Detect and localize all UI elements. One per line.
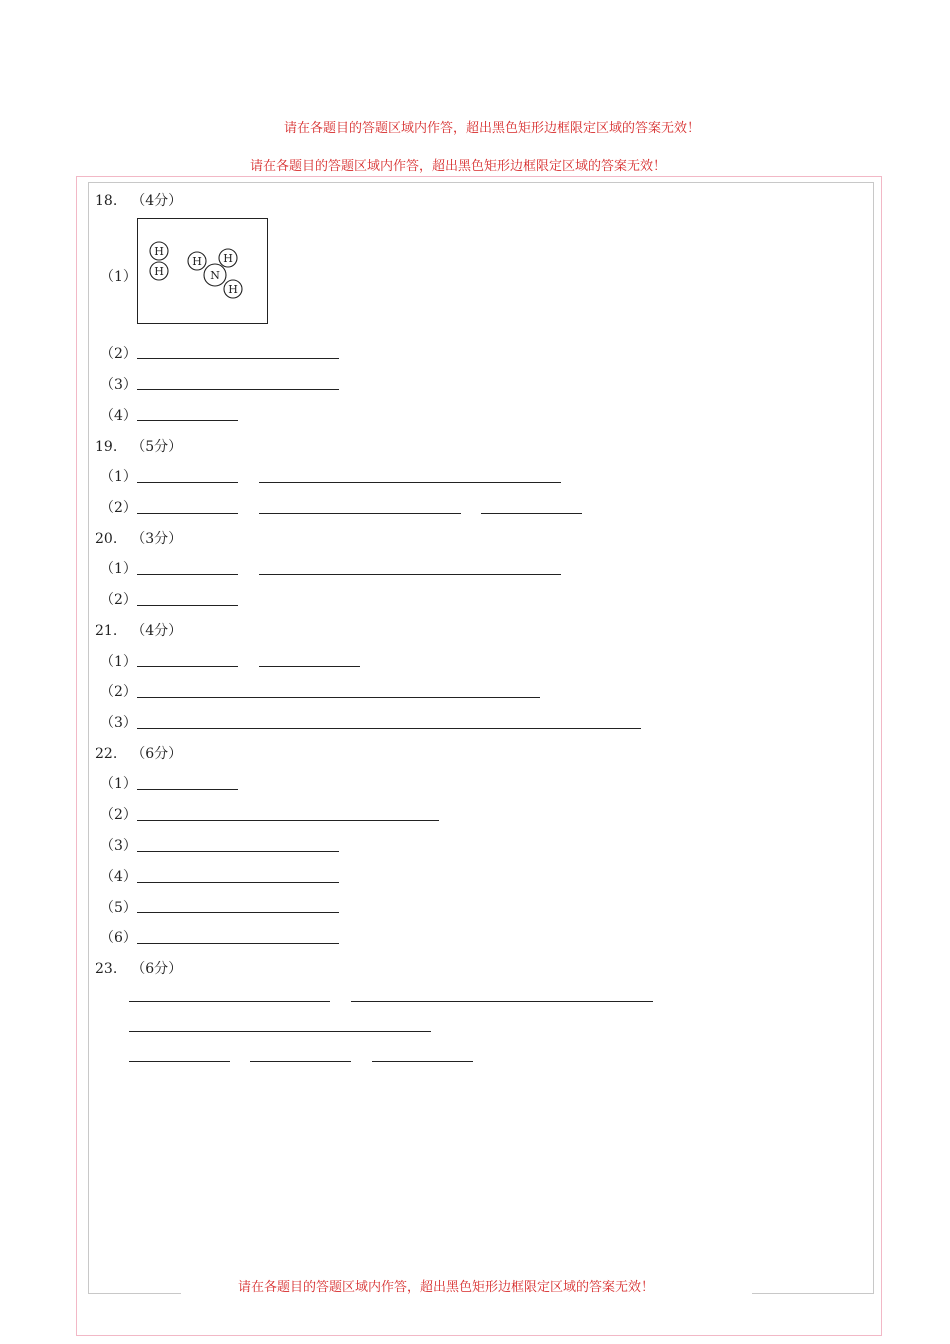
- part-label: （2）: [100, 346, 137, 362]
- atom-label: N: [210, 269, 220, 282]
- question-number: 19.: [95, 439, 118, 455]
- q21-2-answer-line[interactable]: [137, 697, 540, 698]
- q22-6-answer-line[interactable]: [137, 943, 339, 944]
- question-number: 20.: [95, 531, 118, 547]
- warning-top-1: 请在各题目的答题区域内作答，超出黑色矩形边框限定区域的答案无效！: [284, 121, 701, 136]
- part-label: （3）: [100, 715, 137, 731]
- bottom-border-right: [752, 1293, 874, 1294]
- q20-1-answer-line-a[interactable]: [137, 574, 238, 575]
- question-score: （4分）: [131, 623, 183, 639]
- question-number: 18.: [95, 193, 118, 209]
- part-label: （4）: [100, 869, 137, 885]
- question-20-header: [95, 528, 182, 548]
- q23-answer-line-1b[interactable]: [351, 1001, 653, 1002]
- part-label: （5）: [100, 900, 137, 916]
- question-score: （5分）: [131, 439, 183, 455]
- question-score: （4分）: [131, 193, 183, 209]
- question-score: （6分）: [131, 961, 183, 977]
- part-label: （6）: [100, 930, 137, 946]
- question-18-header: [95, 190, 182, 210]
- q19-1-answer-line-b[interactable]: [259, 482, 561, 483]
- question-22-header: [95, 743, 182, 763]
- atom-label: H: [223, 252, 233, 265]
- question-19-header: [95, 436, 182, 456]
- part-label: （2）: [100, 807, 137, 823]
- q23-answer-line-3b[interactable]: [250, 1061, 351, 1062]
- molecule-diagram: [138, 219, 269, 325]
- q22-1-answer-line[interactable]: [137, 789, 238, 790]
- part-label: （1）: [100, 654, 137, 670]
- q19-2-answer-line-c[interactable]: [481, 513, 582, 514]
- question-score: （3分）: [131, 531, 183, 547]
- part-label: （1）: [100, 561, 137, 577]
- q18-4-answer-line[interactable]: [137, 420, 238, 421]
- q18-3-answer-line[interactable]: [137, 389, 339, 390]
- part-label: （1）: [100, 469, 137, 485]
- bottom-border-left: [88, 1293, 181, 1294]
- part-label: （1）: [100, 776, 137, 792]
- answer-area-border: [88, 182, 874, 1294]
- q23-answer-line-3c[interactable]: [372, 1061, 473, 1062]
- q22-5-answer-line[interactable]: [137, 912, 339, 913]
- question-number: 23.: [95, 961, 118, 977]
- molecule-drawing-box: [137, 218, 268, 324]
- part-label: （1）: [100, 269, 137, 285]
- question-number: 22.: [95, 746, 118, 762]
- question-number: 21.: [95, 623, 118, 639]
- part-label: （2）: [100, 684, 137, 700]
- atom-label: H: [154, 245, 164, 258]
- question-score: （6分）: [131, 746, 183, 762]
- q23-answer-line-1a[interactable]: [129, 1001, 330, 1002]
- part-label: （4）: [100, 408, 137, 424]
- warning-top-2: 请在各题目的答题区域内作答，超出黑色矩形边框限定区域的答案无效！: [250, 159, 667, 174]
- q23-answer-line-3a[interactable]: [129, 1061, 230, 1062]
- q21-3-answer-line[interactable]: [137, 728, 641, 729]
- q19-1-answer-line-a[interactable]: [137, 482, 238, 483]
- q22-4-answer-line[interactable]: [137, 882, 339, 883]
- q22-2-answer-line[interactable]: [137, 820, 439, 821]
- q21-1-answer-line-b[interactable]: [259, 666, 360, 667]
- q20-1-answer-line-b[interactable]: [259, 574, 561, 575]
- part-label: （3）: [100, 838, 137, 854]
- q23-answer-line-2[interactable]: [129, 1031, 431, 1032]
- warning-bottom: 请在各题目的答题区域内作答，超出黑色矩形边框限定区域的答案无效！: [238, 1280, 655, 1295]
- q21-1-answer-line-a[interactable]: [137, 666, 238, 667]
- atom-label: H: [228, 283, 238, 296]
- question-23-header: [95, 958, 182, 978]
- q22-3-answer-line[interactable]: [137, 851, 339, 852]
- question-21-header: [95, 620, 182, 640]
- q20-2-answer-line[interactable]: [137, 605, 238, 606]
- atom-label: H: [192, 255, 202, 268]
- part-label: （2）: [100, 500, 137, 516]
- q19-2-answer-line-a[interactable]: [137, 513, 238, 514]
- q18-2-answer-line[interactable]: [137, 358, 339, 359]
- part-label: （3）: [100, 377, 137, 393]
- atom-label: H: [154, 265, 164, 278]
- q19-2-answer-line-b[interactable]: [259, 513, 461, 514]
- part-label: （2）: [100, 592, 137, 608]
